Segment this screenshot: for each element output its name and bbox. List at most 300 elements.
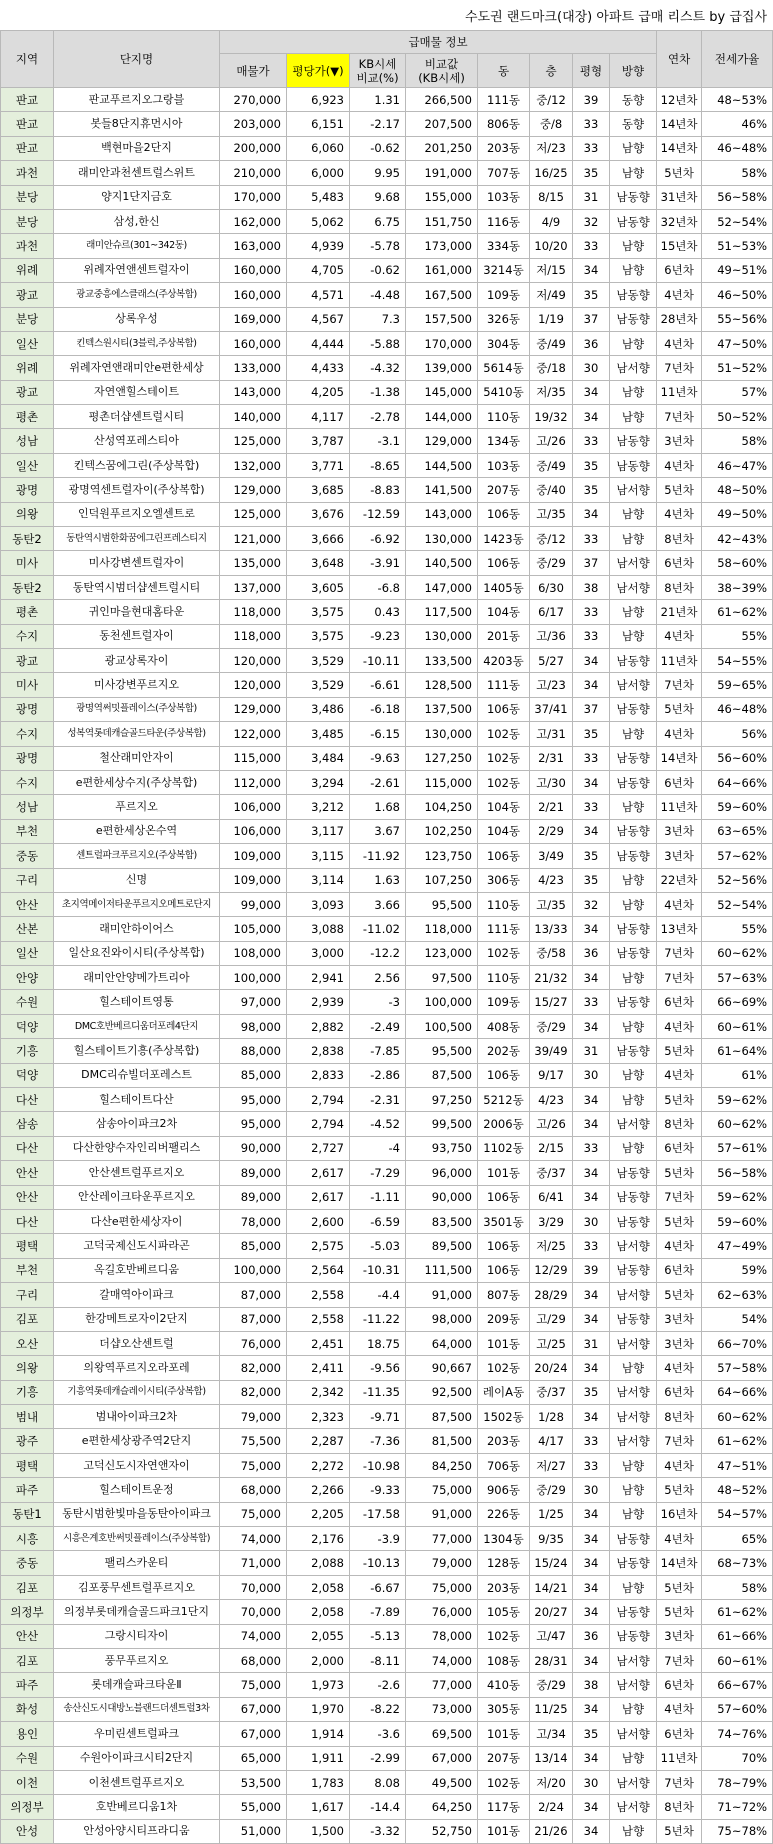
pyeong-cell: 34 xyxy=(573,1283,610,1307)
region-cell: 위례 xyxy=(1,356,54,380)
region-cell: 안성 xyxy=(1,1819,54,1843)
age-cell: 5년차 xyxy=(657,1600,702,1624)
price-cell: 125,000 xyxy=(220,429,287,453)
region-cell: 화성 xyxy=(1,1697,54,1721)
ppy-cell: 2,882 xyxy=(287,1014,350,1038)
dir-cell: 남향 xyxy=(610,795,657,819)
price-cell: 137,000 xyxy=(220,575,287,599)
name-cell: 미사강변푸르지오 xyxy=(54,673,220,697)
dir-cell: 남서향 xyxy=(610,1770,657,1794)
pyeong-cell: 35 xyxy=(573,1722,610,1746)
age-cell: 14년차 xyxy=(657,1551,702,1575)
price-cell: 70,000 xyxy=(220,1575,287,1599)
price-cell: 270,000 xyxy=(220,88,287,112)
kb-diff-cell: -0.62 xyxy=(350,258,406,282)
region-cell: 의정부 xyxy=(1,1795,54,1819)
kb-diff-cell: -6.15 xyxy=(350,722,406,746)
table-row xyxy=(1,1624,773,1648)
floor-cell: 1/19 xyxy=(530,307,573,331)
kb-diff-cell: -9.56 xyxy=(350,1356,406,1380)
price-cell: 87,000 xyxy=(220,1283,287,1307)
kb-price-cell: 130,000 xyxy=(406,624,478,648)
name-cell: 동천센트럴자이 xyxy=(54,624,220,648)
floor-cell: 13/33 xyxy=(530,917,573,941)
dong-cell: 1405동 xyxy=(478,575,530,599)
age-cell: 8년차 xyxy=(657,575,702,599)
dong-cell: 706동 xyxy=(478,1453,530,1477)
pyeong-cell: 34 xyxy=(573,1185,610,1209)
name-cell: 푸르지오 xyxy=(54,795,220,819)
kb-diff-cell: -6.61 xyxy=(350,673,406,697)
table-row xyxy=(1,722,773,746)
floor-cell: 6/17 xyxy=(530,600,573,624)
table-row xyxy=(1,1161,773,1185)
kb-price-cell: 87,500 xyxy=(406,1405,478,1429)
ppy-cell: 2,266 xyxy=(287,1478,350,1502)
floor-cell: 저/20 xyxy=(530,1770,573,1794)
pyeong-cell: 36 xyxy=(573,1624,610,1648)
floor-cell: 고/23 xyxy=(530,673,573,697)
kb-diff-cell: -6.8 xyxy=(350,575,406,599)
kb-price-cell: 170,000 xyxy=(406,331,478,355)
name-cell: 풍무푸르지오 xyxy=(54,1649,220,1673)
kb-diff-cell: 18.75 xyxy=(350,1331,406,1355)
jeonse-cell: 56% xyxy=(702,722,773,746)
price-cell: 68,000 xyxy=(220,1649,287,1673)
kb-price-cell: 93,750 xyxy=(406,1136,478,1160)
name-cell: 갈매역아이파크 xyxy=(54,1283,220,1307)
region-cell: 판교 xyxy=(1,88,54,112)
kb-price-cell: 161,000 xyxy=(406,258,478,282)
dong-cell: 707동 xyxy=(478,161,530,185)
kb-diff-cell: 1.63 xyxy=(350,868,406,892)
dong-cell: 레이A동 xyxy=(478,1380,530,1404)
region-cell: 수원 xyxy=(1,990,54,1014)
ppy-cell: 2,617 xyxy=(287,1161,350,1185)
dir-cell: 남향 xyxy=(610,1478,657,1502)
pyeong-cell: 35 xyxy=(573,722,610,746)
price-cell: 118,000 xyxy=(220,600,287,624)
pyeong-cell: 34 xyxy=(573,966,610,990)
region-cell: 용인 xyxy=(1,1722,54,1746)
pyeong-cell: 33 xyxy=(573,746,610,770)
dong-cell: 111동 xyxy=(478,673,530,697)
kb-diff-cell: -12.59 xyxy=(350,502,406,526)
region-cell: 동탄1 xyxy=(1,1502,54,1526)
kb-price-cell: 73,000 xyxy=(406,1697,478,1721)
jeonse-cell: 47~50% xyxy=(702,331,773,355)
age-cell: 7년차 xyxy=(657,1770,702,1794)
jeonse-cell: 68~73% xyxy=(702,1551,773,1575)
name-cell: 기흥역롯데캐슬레이시티(주상복합) xyxy=(54,1380,220,1404)
kb-price-cell: 266,500 xyxy=(406,88,478,112)
floor-cell: 중/12 xyxy=(530,88,573,112)
price-cell: 76,000 xyxy=(220,1331,287,1355)
dong-cell: 105동 xyxy=(478,1600,530,1624)
region-cell: 미사 xyxy=(1,673,54,697)
name-cell: 광명역센트럴자이(주상복합) xyxy=(54,478,220,502)
age-cell: 14년차 xyxy=(657,112,702,136)
dir-cell: 남동향 xyxy=(610,1624,657,1648)
floor-cell: 고/30 xyxy=(530,770,573,794)
name-cell: 우미린센트럴파크 xyxy=(54,1722,220,1746)
header-name: 단지명 xyxy=(54,31,220,88)
ppy-cell: 3,000 xyxy=(287,941,350,965)
jeonse-cell: 61~66% xyxy=(702,1624,773,1648)
kb-price-cell: 173,000 xyxy=(406,234,478,258)
pyeong-cell: 35 xyxy=(573,453,610,477)
jeonse-cell: 66~70% xyxy=(702,1331,773,1355)
ppy-cell: 4,567 xyxy=(287,307,350,331)
name-cell: 양지1단지금호 xyxy=(54,185,220,209)
age-cell: 6년차 xyxy=(657,990,702,1014)
pyeong-cell: 37 xyxy=(573,551,610,575)
kb-diff-cell: -11.35 xyxy=(350,1380,406,1404)
dong-cell: 106동 xyxy=(478,502,530,526)
dong-cell: 102동 xyxy=(478,746,530,770)
jeonse-cell: 54% xyxy=(702,1307,773,1331)
ppy-cell: 2,575 xyxy=(287,1234,350,1258)
dir-cell: 남서향 xyxy=(610,1405,657,1429)
region-cell: 수지 xyxy=(1,722,54,746)
age-cell: 3년차 xyxy=(657,844,702,868)
price-cell: 65,000 xyxy=(220,1746,287,1770)
kb-diff-cell: -4 xyxy=(350,1136,406,1160)
ppy-cell: 6,923 xyxy=(287,88,350,112)
kb-diff-cell: -7.36 xyxy=(350,1429,406,1453)
price-cell: 106,000 xyxy=(220,819,287,843)
pyeong-cell: 34 xyxy=(573,1502,610,1526)
dir-cell: 남서향 xyxy=(610,575,657,599)
ppy-cell: 2,794 xyxy=(287,1112,350,1136)
kb-price-cell: 115,000 xyxy=(406,770,478,794)
floor-cell: 저/27 xyxy=(530,1453,573,1477)
ppy-cell: 4,939 xyxy=(287,234,350,258)
dong-cell: 207동 xyxy=(478,1746,530,1770)
dir-cell: 남동향 xyxy=(610,1209,657,1233)
age-cell: 11년차 xyxy=(657,1746,702,1770)
pyeong-cell: 37 xyxy=(573,697,610,721)
region-cell: 성남 xyxy=(1,429,54,453)
price-cell: 100,000 xyxy=(220,966,287,990)
name-cell: 동탄시범한빛마을동탄아이파크 xyxy=(54,1502,220,1526)
dong-cell: 4203동 xyxy=(478,648,530,672)
name-cell: 다산한양수자인리버팰리스 xyxy=(54,1136,220,1160)
kb-diff-cell: -2.61 xyxy=(350,770,406,794)
jeonse-cell: 70% xyxy=(702,1746,773,1770)
ppy-cell: 2,564 xyxy=(287,1258,350,1282)
dong-cell: 209동 xyxy=(478,1307,530,1331)
dong-cell: 106동 xyxy=(478,551,530,575)
kb-price-cell: 91,000 xyxy=(406,1502,478,1526)
price-cell: 100,000 xyxy=(220,1258,287,1282)
age-cell: 13년차 xyxy=(657,917,702,941)
kb-price-cell: 111,500 xyxy=(406,1258,478,1282)
kb-price-cell: 155,000 xyxy=(406,185,478,209)
floor-cell: 6/41 xyxy=(530,1185,573,1209)
pyeong-cell: 39 xyxy=(573,1258,610,1282)
pyeong-cell: 33 xyxy=(573,429,610,453)
age-cell: 4년차 xyxy=(657,1234,702,1258)
price-cell: 99,000 xyxy=(220,892,287,916)
dong-cell: 109동 xyxy=(478,990,530,1014)
name-cell: 킨텍스꿈에그린(주상복합) xyxy=(54,453,220,477)
dong-cell: 134동 xyxy=(478,429,530,453)
ppy-cell: 4,433 xyxy=(287,356,350,380)
table-row xyxy=(1,429,773,453)
name-cell: 킨텍스원시티(3블럭,주상복합) xyxy=(54,331,220,355)
table-row xyxy=(1,405,773,429)
table-row xyxy=(1,307,773,331)
kb-diff-cell: -4.32 xyxy=(350,356,406,380)
name-cell: 판교푸르지오그랑블 xyxy=(54,88,220,112)
name-cell: 래미안과천센트럴스위트 xyxy=(54,161,220,185)
pyeong-cell: 31 xyxy=(573,1039,610,1063)
kb-diff-cell: 0.43 xyxy=(350,600,406,624)
jeonse-cell: 57% xyxy=(702,380,773,404)
name-cell: 래미안하이어스 xyxy=(54,917,220,941)
jeonse-cell: 42~43% xyxy=(702,527,773,551)
table-row xyxy=(1,1819,773,1843)
price-cell: 67,000 xyxy=(220,1697,287,1721)
region-cell: 평촌 xyxy=(1,405,54,429)
price-cell: 210,000 xyxy=(220,161,287,185)
dir-cell: 동향 xyxy=(610,88,657,112)
age-cell: 5년차 xyxy=(657,1039,702,1063)
floor-cell: 21/26 xyxy=(530,1819,573,1843)
pyeong-cell: 34 xyxy=(573,1600,610,1624)
price-cell: 120,000 xyxy=(220,648,287,672)
table-row xyxy=(1,185,773,209)
age-cell: 8년차 xyxy=(657,527,702,551)
age-cell: 7년차 xyxy=(657,966,702,990)
age-cell: 7년차 xyxy=(657,1649,702,1673)
header-ppy-sort[interactable]: 평당가(▼) xyxy=(287,54,350,88)
floor-cell: 8/15 xyxy=(530,185,573,209)
kb-diff-cell: -2.99 xyxy=(350,1746,406,1770)
jeonse-cell: 56~60% xyxy=(702,746,773,770)
ppy-cell: 3,666 xyxy=(287,527,350,551)
dong-cell: 102동 xyxy=(478,1356,530,1380)
dong-cell: 106동 xyxy=(478,1185,530,1209)
table-row xyxy=(1,1088,773,1112)
table-row xyxy=(1,697,773,721)
floor-cell: 중/29 xyxy=(530,1673,573,1697)
ppy-cell: 4,205 xyxy=(287,380,350,404)
region-cell: 판교 xyxy=(1,136,54,160)
table-row xyxy=(1,1697,773,1721)
name-cell: 옥길호반베르디움 xyxy=(54,1258,220,1282)
price-cell: 109,000 xyxy=(220,868,287,892)
dong-cell: 102동 xyxy=(478,770,530,794)
kb-diff-cell: 6.75 xyxy=(350,209,406,233)
price-cell: 109,000 xyxy=(220,844,287,868)
age-cell: 7년차 xyxy=(657,673,702,697)
table-body xyxy=(1,88,773,1844)
ppy-cell: 2,617 xyxy=(287,1185,350,1209)
dong-cell: 5614동 xyxy=(478,356,530,380)
price-cell: 53,500 xyxy=(220,1770,287,1794)
floor-cell: 37/41 xyxy=(530,697,573,721)
table-row xyxy=(1,941,773,965)
region-cell: 동탄2 xyxy=(1,575,54,599)
kb-diff-cell: 1.68 xyxy=(350,795,406,819)
age-cell: 4년차 xyxy=(657,331,702,355)
jeonse-cell: 59~62% xyxy=(702,1185,773,1209)
dir-cell: 남동향 xyxy=(610,917,657,941)
region-cell: 안산 xyxy=(1,1624,54,1648)
table-row xyxy=(1,453,773,477)
age-cell: 3년차 xyxy=(657,819,702,843)
kb-price-cell: 104,250 xyxy=(406,795,478,819)
age-cell: 8년차 xyxy=(657,1112,702,1136)
kb-price-cell: 76,000 xyxy=(406,1600,478,1624)
floor-cell: 중/49 xyxy=(530,453,573,477)
table-row xyxy=(1,892,773,916)
ppy-cell: 6,151 xyxy=(287,112,350,136)
name-cell: 힐스테이트영통 xyxy=(54,990,220,1014)
age-cell: 3년차 xyxy=(657,1624,702,1648)
age-cell: 5년차 xyxy=(657,1478,702,1502)
kb-diff-cell: 2.56 xyxy=(350,966,406,990)
dong-cell: 5410동 xyxy=(478,380,530,404)
dir-cell: 남동향 xyxy=(610,1161,657,1185)
age-cell: 21년차 xyxy=(657,600,702,624)
floor-cell: 고/36 xyxy=(530,624,573,648)
age-cell: 7년차 xyxy=(657,941,702,965)
kb-diff-cell: -1.11 xyxy=(350,1185,406,1209)
kb-price-cell: 95,500 xyxy=(406,1039,478,1063)
price-cell: 85,000 xyxy=(220,1063,287,1087)
kb-diff-cell: 9.95 xyxy=(350,161,406,185)
jeonse-cell: 66~69% xyxy=(702,990,773,1014)
kb-price-cell: 157,500 xyxy=(406,307,478,331)
dir-cell: 남향 xyxy=(610,1575,657,1599)
kb-price-cell: 201,250 xyxy=(406,136,478,160)
ppy-cell: 3,575 xyxy=(287,600,350,624)
pyeong-cell: 34 xyxy=(573,1527,610,1551)
kb-price-cell: 118,000 xyxy=(406,917,478,941)
dir-cell: 남동향 xyxy=(610,1039,657,1063)
kb-diff-cell: -9.23 xyxy=(350,624,406,648)
ppy-cell: 1,911 xyxy=(287,1746,350,1770)
kb-diff-cell: 3.66 xyxy=(350,892,406,916)
ppy-cell: 3,787 xyxy=(287,429,350,453)
floor-cell: 2/24 xyxy=(530,1795,573,1819)
table-row xyxy=(1,1331,773,1355)
dong-cell: 102동 xyxy=(478,941,530,965)
price-cell: 106,000 xyxy=(220,795,287,819)
region-cell: 일산 xyxy=(1,453,54,477)
dong-cell: 109동 xyxy=(478,283,530,307)
table-row xyxy=(1,1405,773,1429)
kb-price-cell: 92,500 xyxy=(406,1380,478,1404)
floor-cell: 20/27 xyxy=(530,1600,573,1624)
floor-cell: 9/17 xyxy=(530,1063,573,1087)
ppy-cell: 3,294 xyxy=(287,770,350,794)
jeonse-cell: 60~61% xyxy=(702,1014,773,1038)
pyeong-cell: 34 xyxy=(573,1307,610,1331)
ppy-cell: 2,055 xyxy=(287,1624,350,1648)
jeonse-cell: 57~60% xyxy=(702,1697,773,1721)
pyeong-cell: 33 xyxy=(573,1453,610,1477)
name-cell: e편한세상수지(주상복합) xyxy=(54,770,220,794)
floor-cell: 중/58 xyxy=(530,941,573,965)
name-cell: 귀인마을현대홈타운 xyxy=(54,600,220,624)
dong-cell: 111동 xyxy=(478,88,530,112)
dong-cell: 106동 xyxy=(478,1258,530,1282)
name-cell: 이천센트럴푸르지오 xyxy=(54,1770,220,1794)
table-row xyxy=(1,1478,773,1502)
name-cell: 안산센트럴푸르지오 xyxy=(54,1161,220,1185)
jeonse-cell: 59~60% xyxy=(702,795,773,819)
age-cell: 32년차 xyxy=(657,209,702,233)
header-floor: 층 xyxy=(530,54,573,88)
price-cell: 95,000 xyxy=(220,1112,287,1136)
name-cell: 삼성,한신 xyxy=(54,209,220,233)
dir-cell: 남향 xyxy=(610,892,657,916)
dong-cell: 3214동 xyxy=(478,258,530,282)
kb-price-cell: 140,500 xyxy=(406,551,478,575)
jeonse-cell: 58% xyxy=(702,161,773,185)
region-cell: 이천 xyxy=(1,1770,54,1794)
age-cell: 5년차 xyxy=(657,478,702,502)
kb-price-cell: 77,000 xyxy=(406,1527,478,1551)
dir-cell: 남서향 xyxy=(610,1673,657,1697)
kb-price-cell: 96,000 xyxy=(406,1161,478,1185)
region-cell: 구리 xyxy=(1,1283,54,1307)
dong-cell: 104동 xyxy=(478,600,530,624)
dir-cell: 남서향 xyxy=(610,478,657,502)
name-cell: 한강메트로자이2단지 xyxy=(54,1307,220,1331)
pyeong-cell: 34 xyxy=(573,1405,610,1429)
floor-cell: 고/26 xyxy=(530,1112,573,1136)
name-cell: 안성아양시티프라디움 xyxy=(54,1819,220,1843)
name-cell: 힐스테이트운정 xyxy=(54,1478,220,1502)
kb-price-cell: 74,000 xyxy=(406,1649,478,1673)
kb-price-cell: 100,500 xyxy=(406,1014,478,1038)
dong-cell: 128동 xyxy=(478,1551,530,1575)
age-cell: 12년차 xyxy=(657,88,702,112)
price-cell: 68,000 xyxy=(220,1478,287,1502)
dong-cell: 110동 xyxy=(478,966,530,990)
dir-cell: 남향 xyxy=(610,1136,657,1160)
dir-cell: 남향 xyxy=(610,1453,657,1477)
kb-price-cell: 89,500 xyxy=(406,1234,478,1258)
age-cell: 5년차 xyxy=(657,1209,702,1233)
name-cell: 그랑시티자이 xyxy=(54,1624,220,1648)
dong-cell: 111동 xyxy=(478,917,530,941)
pyeong-cell: 35 xyxy=(573,844,610,868)
age-cell: 7년차 xyxy=(657,1429,702,1453)
kb-price-cell: 52,750 xyxy=(406,1819,478,1843)
kb-price-cell: 102,250 xyxy=(406,819,478,843)
table-row xyxy=(1,795,773,819)
floor-cell: 9/35 xyxy=(530,1527,573,1551)
kb-diff-cell: -11.92 xyxy=(350,844,406,868)
kb-diff-cell: -11.02 xyxy=(350,917,406,941)
region-cell: 평택 xyxy=(1,1234,54,1258)
price-cell: 90,000 xyxy=(220,1136,287,1160)
table-row xyxy=(1,844,773,868)
age-cell: 5년차 xyxy=(657,697,702,721)
table-row xyxy=(1,1770,773,1794)
pyeong-cell: 30 xyxy=(573,1478,610,1502)
dong-cell: 101동 xyxy=(478,1819,530,1843)
header-dong: 동 xyxy=(478,54,530,88)
ppy-cell: 5,483 xyxy=(287,185,350,209)
kb-price-cell: 81,500 xyxy=(406,1429,478,1453)
